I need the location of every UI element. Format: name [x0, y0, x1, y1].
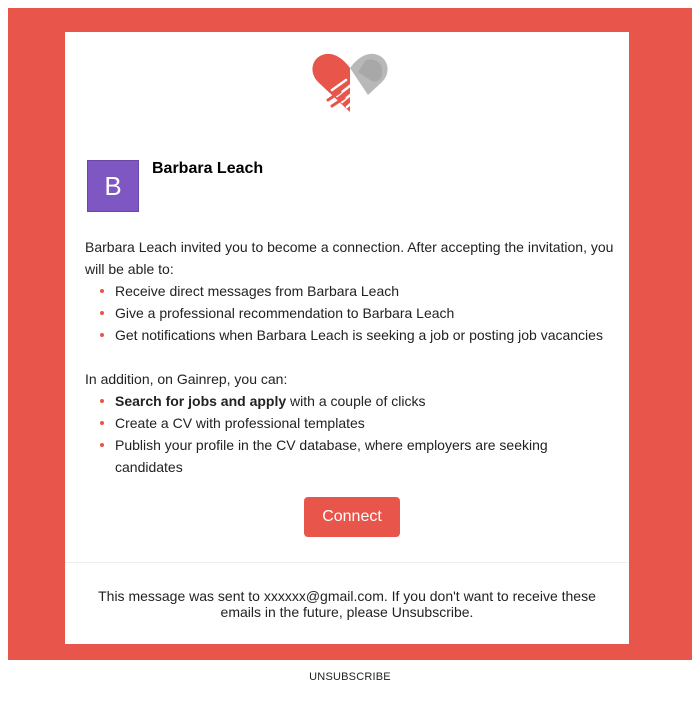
features-list	[85, 390, 617, 478]
divider	[65, 562, 629, 563]
search-jobs-rest: with a couple of clicks	[286, 393, 426, 409]
search-jobs-highlight: Search for jobs and apply	[115, 393, 287, 409]
invitation-body	[85, 236, 617, 478]
avatar: B	[87, 160, 139, 212]
email-frame	[8, 8, 692, 660]
addition-intro: In addition, on Gainrep, you can:	[85, 371, 288, 387]
email-card	[65, 32, 629, 644]
list-item: Get notifications when Barbara Leach is seeking a job or posting job vacancies	[115, 324, 617, 346]
invitation-intro: Barbara Leach invited you to become a connection. After accepting the invitation, you will be able to:	[85, 239, 614, 277]
unsubscribe-link[interactable]: UNSUBSCRIBE	[309, 671, 391, 683]
list-item: Create a CV with professional templates	[115, 412, 617, 434]
list-item: Give a professional recommendation to Barbara Leach	[115, 302, 617, 324]
benefits-list	[85, 280, 617, 346]
handshake-heart-icon	[310, 50, 390, 116]
connect-button[interactable]: Connect	[304, 497, 400, 537]
sender-name: Barbara Leach	[152, 160, 264, 177]
list-item: Receive direct messages from Barbara Leach	[115, 280, 617, 302]
list-item	[115, 390, 617, 412]
footer-message: This message was sent to xxxxxx@gmail.com. If you don't want to receive these emails in the future, please Unsubscribe.	[98, 588, 596, 620]
list-item: Publish your profile in the CV database, where employers are seeking candidates	[115, 434, 617, 478]
